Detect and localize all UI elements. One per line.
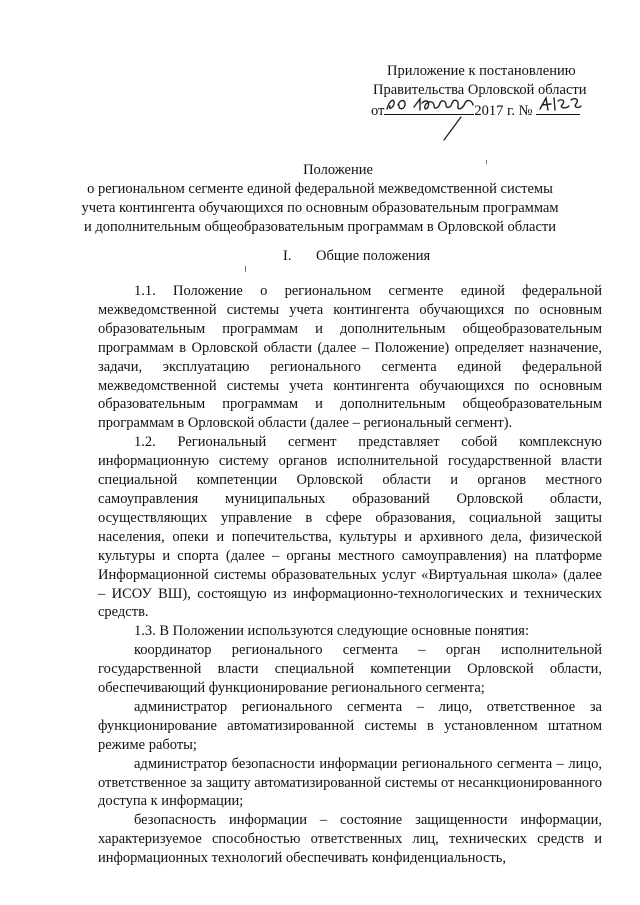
- appendix-line-1: Приложение к постановлению: [387, 63, 576, 79]
- appendix-line-2: Правительства Орловской области: [373, 82, 587, 98]
- scan-artifact: [245, 266, 246, 272]
- document-title: [0, 161, 640, 237]
- title-line-1: о региональном сегменте единой федеральной межведомственной системы: [87, 181, 553, 197]
- appendix-date-line: [371, 100, 611, 121]
- handwritten-month-scribble: [412, 95, 476, 115]
- handwritten-day-scribble: [384, 95, 414, 115]
- section-heading: [283, 247, 430, 266]
- section-number: I.: [283, 248, 292, 264]
- title-line-2: учета контингента обучающихся по основным образовательным программам: [81, 200, 559, 216]
- paragraph-1-1: 1.1. Положение о региональном сегменте единой федеральной межведомственной системы учета контингента обучающихся по основным образовательным программам и дополнительным общеобразовательным программам в Орловской области (далее – Положение) определяет назначение, задачи, эксплуатацию регионального сегмента единой федеральной межведомственной системы учета контингента обучающихся по основным образовательным программам и дополнительным общеобразовательным программам в Орловской области (далее – региональный сегмент).: [98, 283, 602, 432]
- title-heading: Положение: [303, 162, 373, 178]
- definition-coordinator: координатор регионального сегмента – орган исполнительной государственной власти специальной компетенции Орловской области, обеспечивающий функционирование регионального сегмента;: [98, 642, 602, 697]
- date-year-number: 2017 г. №: [474, 103, 533, 119]
- paragraph-1-3: 1.3. В Положении используются следующие основные понятия:: [134, 623, 529, 640]
- handwritten-stroke: [441, 116, 463, 142]
- handwritten-number-scribble: [536, 95, 582, 115]
- definition-administrator: администратор регионального сегмента – лицо, ответственное за функционирование автоматизированной системы в установленном штатном режиме работы;: [98, 698, 602, 753]
- document-body: [98, 282, 602, 868]
- appendix-block: [371, 62, 611, 121]
- scan-artifact: [486, 160, 487, 164]
- section-title: Общие положения: [316, 248, 431, 264]
- title-line-3: и дополнительным общеобразовательным программам в Орловской области: [83, 219, 557, 235]
- definition-information-security: безопасность информации – состояние защищенности информации, характеризуемое способностью ответственных лиц, технических средств и информационных технологий обеспечивать конфиденциальность,: [98, 812, 602, 867]
- handwritten-number-field: [536, 100, 580, 115]
- handwritten-month-field: [412, 100, 474, 115]
- definition-security-administrator: администратор безопасности информации регионального сегмента – лицо, ответственное за защиту автоматизированной системы от несанкционированного доступа к информации;: [98, 755, 602, 810]
- handwritten-day-field: [384, 100, 412, 115]
- paragraph-1-2: 1.2. Региональный сегмент представляет собой комплексную информационную систему органов исполнительной государственной власти специальной компетенции Орловской области и органов местного самоуправления муниципальных образований Орловской области, осуществляющих управление в сфере образования, социальной защиты населения, опеки и попечительства, культуры и архивного дела, физической культуры и спорта (далее – органы местного самоуправления) на платформе Информационной системы образовательных услуг «Виртуальная школа» (далее – ИСОУ ВШ), состоящую из информационно-технологических и технических средств.: [98, 434, 602, 621]
- date-prefix: от: [371, 103, 385, 119]
